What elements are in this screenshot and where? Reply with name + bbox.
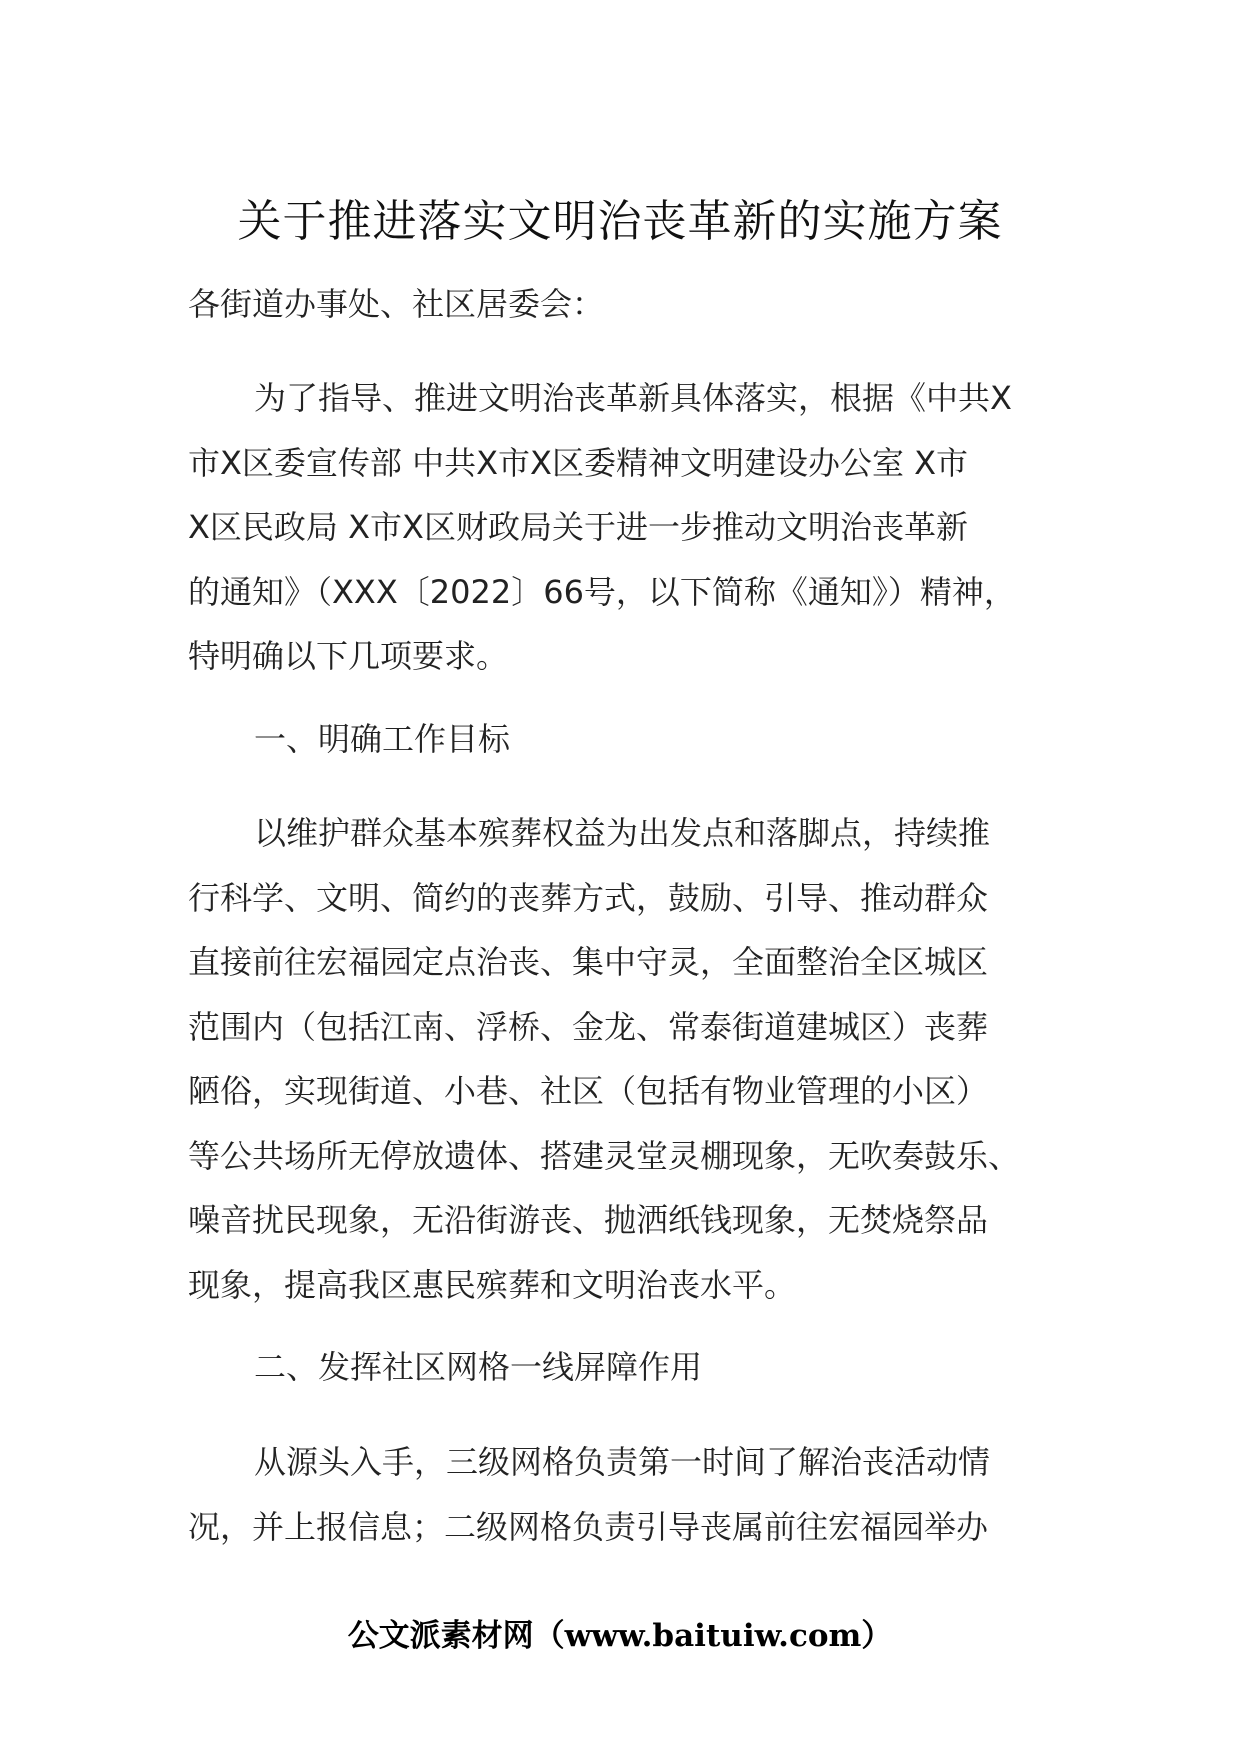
paragraph-line: 的通知》（XXX〔2022〕66号，以下简称《通知》）精神， — [188, 572, 1016, 611]
paragraph-line: 陋俗，实现街道、小巷、社区（包括有物业管理的小区） — [188, 1072, 989, 1110]
paragraph-line: 行科学、文明、简约的丧葬方式，鼓励、引导、推动群众 — [188, 878, 989, 917]
footer-watermark: 公文派素材网（www.baituiw.com） — [347, 1618, 893, 1654]
paragraph-line: 直接前往宏福园定点治丧、集中守灵，全面整治全区城区 — [188, 943, 989, 981]
paragraph-line: 噪音扰民现象，无沿街游丧、抛洒纸钱现象，无焚烧祭品 — [188, 1201, 989, 1239]
paragraph-line: 现象，提高我区惠民殡葬和文明治丧水平。 — [188, 1265, 797, 1304]
paragraph-line: 况，并上报信息；二级网格负责引导丧属前往宏福园举办 — [188, 1507, 989, 1546]
paragraph-line: 市X区委宣传部 中共X市X区委精神文明建设办公室 X市 — [188, 443, 969, 482]
section-heading-1: 一、明确工作目标 — [254, 720, 511, 758]
paragraph-line: 从源头入手，三级网格负责第一时间了解治丧活动情 — [254, 1443, 991, 1481]
paragraph-line: 等公共场所无停放遗体、搭建灵堂灵棚现象，无吹奏鼓乐、 — [188, 1136, 1021, 1175]
paragraph-line: 范围内（包括江南、浮桥、金龙、常泰街道建城区）丧葬 — [188, 1007, 989, 1046]
paragraph-1 — [188, 366, 1058, 689]
document-title: 关于推进落实文明治丧革新的实施方案 — [237, 196, 1003, 247]
section-heading-2: 二、发挥社区网格一线屏障作用 — [254, 1348, 703, 1386]
paragraph-line: X区民政局 X市X区财政局关于进一步推动文明治丧革新 — [188, 508, 968, 546]
paragraph-2 — [188, 801, 1058, 1317]
paragraph-line: 特明确以下几项要求。 — [188, 637, 509, 675]
paragraph-3 — [188, 1430, 1058, 1559]
salutation: 各街道办事处、社区居委会： — [188, 285, 605, 323]
paragraph-line: 以维护群众基本殡葬权益为出发点和落脚点，持续推 — [254, 814, 991, 852]
paragraph-line: 为了指导、推进文明治丧革新具体落实，根据《中共X — [254, 379, 1012, 417]
